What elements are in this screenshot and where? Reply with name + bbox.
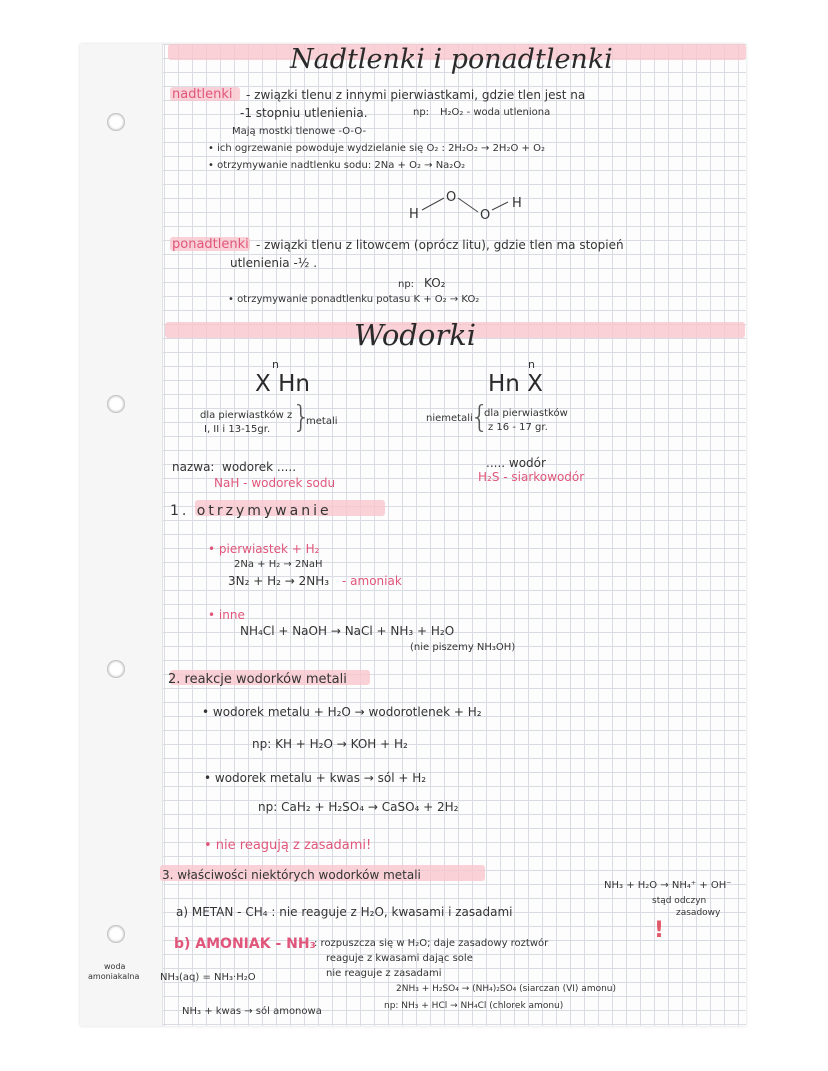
- amoniak-property-3: nie reaguje z zasadami: [326, 968, 442, 979]
- sol-equation: NH₃ + kwas → sól amonowa: [182, 1006, 322, 1017]
- naming-label: nazwa:: [172, 460, 215, 474]
- example-formula: KO₂: [424, 276, 446, 290]
- nadtlenki-definition: - związki tlenu z innymi pierwiastkami, gdzie tlen jest na: [246, 88, 586, 102]
- woda-equation: NH₃(aq) = NH₃·H₂O: [160, 972, 256, 983]
- metal-desc: dla pierwiastków z: [200, 410, 293, 421]
- amoniak-label: b) AMONIAK - NH₃: [174, 936, 316, 952]
- punch-hole: [107, 395, 125, 413]
- struct-h1: H: [409, 207, 419, 222]
- nonmetal-tag: niemetali: [426, 413, 473, 424]
- page-margin: [80, 44, 163, 1026]
- naming-metal: wodorek .....: [222, 460, 297, 474]
- side-equation: NH₃ + H₂O → NH₄⁺ + OH⁻: [604, 880, 732, 891]
- punch-hole: [107, 113, 125, 131]
- wodorki-title: Wodorki: [354, 318, 477, 352]
- struct-o1: O: [446, 190, 457, 205]
- struct-h2: H: [512, 196, 522, 211]
- formula-metal: X Hn: [255, 371, 310, 397]
- page-title: Nadtlenki i ponadtlenki: [290, 44, 613, 75]
- method-label: • inne: [208, 608, 245, 622]
- reaction-example: np: CaH₂ + H₂SO₄ → CaSO₄ + 2H₂: [258, 800, 459, 814]
- woda-label: woda: [104, 962, 126, 971]
- term-ponadtlenki: ponadtlenki: [172, 237, 249, 252]
- section-1-heading: 1. otrzymywanie: [170, 503, 332, 519]
- example-formula: H₂O₂ - woda utleniona: [440, 107, 551, 118]
- brace: {: [470, 400, 490, 435]
- amoniak-property: : rozpuszcza się w H₂O; daje zasadowy roztwór: [314, 938, 549, 949]
- equation-note: (nie piszemy NH₃OH): [410, 642, 516, 653]
- metal-tag: metali: [306, 416, 338, 427]
- amoniak-equation-2: np: NH₃ + HCl → NH₄Cl (chlorek amonu): [384, 1001, 564, 1011]
- naming-nonmetal: ..... wodór: [486, 456, 546, 470]
- bridge-note: Mają mostki tlenowe -O-O-: [232, 126, 367, 137]
- metan-property: a) METAN - CH₄ : nie reaguje z H₂O, kwasami i zasadami: [176, 905, 513, 919]
- method-label: • pierwiastek + H₂: [208, 542, 320, 556]
- ponadtlenki-definition: - związki tlenu z litowcem (oprócz litu), gdzie tlen ma stopień: [256, 238, 624, 252]
- reaction-rule: • wodorek metalu + H₂O → wodorotlenek + H₂: [202, 705, 482, 719]
- exclamation-icon: !: [654, 918, 665, 943]
- obtaining-note: • otrzymywanie ponadtlenku potasu K + O₂ → KO₂: [228, 294, 480, 305]
- formula-sup: n: [272, 358, 279, 371]
- decomposition-note: • ich ogrzewanie powoduje wydzielanie się O₂ : 2H₂O₂ → 2H₂O + O₂: [208, 143, 545, 154]
- ponadtlenki-definition-2: utlenienia -½ .: [230, 256, 318, 270]
- section-3-heading: 3. właściwości niektórych wodorków metali: [162, 868, 421, 882]
- punch-hole: [107, 925, 125, 943]
- side-note: stąd odczyn: [652, 896, 707, 906]
- formula-sup: n: [528, 358, 535, 371]
- reaction-warning: • nie reagują z zasadami!: [204, 838, 372, 853]
- punch-hole: [107, 660, 125, 678]
- term-nadtlenki: nadtlenki: [172, 87, 233, 102]
- amoniak-equation: 2NH₃ + H₂SO₄ → (NH₄)₂SO₄ (siarczan (VI) amonu): [396, 984, 617, 994]
- example-label: np:: [398, 279, 415, 290]
- naming-nonmetal-example: H₂S - siarkowodór: [478, 470, 585, 484]
- obtaining-note: • otrzymywanie nadtlenku sodu: 2Na + O₂ → Na₂O₂: [208, 160, 466, 171]
- equation: 2Na + H₂ → 2NaH: [234, 559, 323, 570]
- brace: }: [292, 400, 312, 435]
- side-note-2: zasadowy: [676, 908, 721, 918]
- reaction-example: np: KH + H₂O → KOH + H₂: [252, 737, 408, 751]
- section-2-heading: 2. reakcje wodorków metali: [168, 672, 347, 687]
- naming-metal-example: NaH - wodorek sodu: [214, 476, 336, 490]
- nonmetal-desc-2: z 16 - 17 gr.: [488, 422, 548, 433]
- equation-note: - amoniak: [342, 574, 402, 588]
- example-label: np:: [413, 107, 430, 118]
- nonmetal-desc: dla pierwiastków: [484, 408, 568, 419]
- nadtlenki-definition-2: -1 stopniu utlenienia.: [240, 106, 368, 120]
- woda-label-2: amoniakalna: [88, 972, 140, 981]
- reaction-rule: • wodorek metalu + kwas → sól + H₂: [204, 771, 427, 785]
- formula-nonmetal: Hn X: [488, 371, 543, 397]
- equation: 3N₂ + H₂ → 2NH₃: [228, 574, 330, 588]
- equation: NH₄Cl + NaOH → NaCl + NH₃ + H₂O: [240, 624, 455, 638]
- amoniak-property-2: reaguje z kwasami dając sole: [326, 953, 473, 964]
- metal-desc-2: I, II i 13-15gr.: [204, 424, 271, 435]
- struct-o2: O: [480, 208, 491, 223]
